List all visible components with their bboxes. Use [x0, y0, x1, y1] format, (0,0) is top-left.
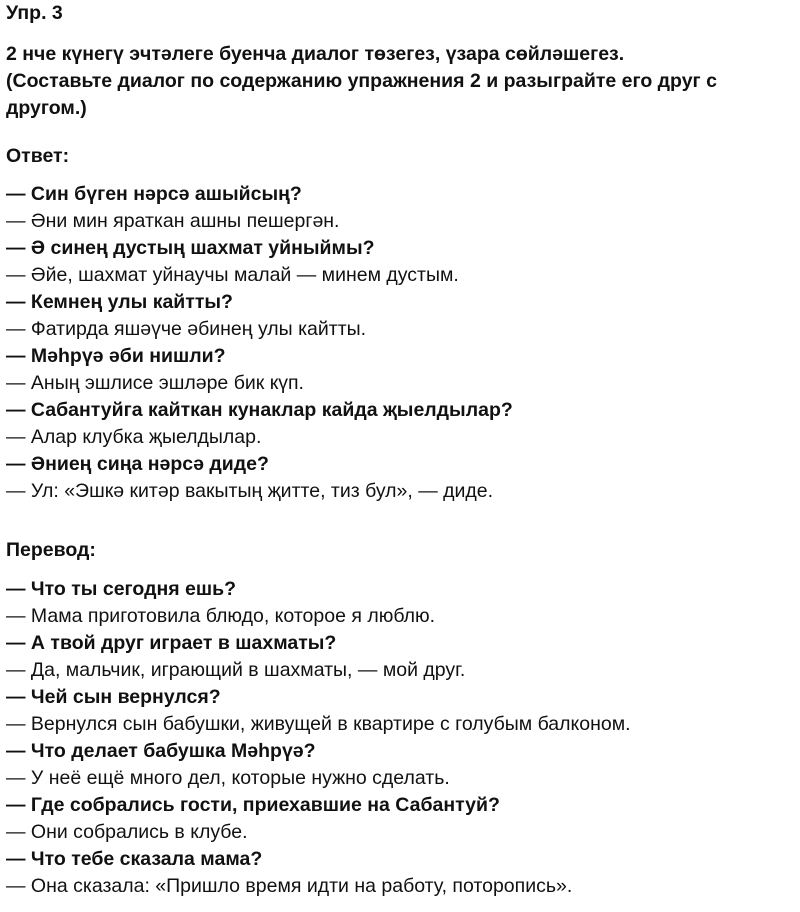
dialog-question-line: — Мәһрүә әби нишли?: [6, 345, 226, 367]
task-russian: (Составьте диалог по содержанию упражнения 2 и разыграйте его друг с другом.): [6, 70, 717, 119]
dialog-question-line: — Что тебе сказала мама?: [6, 848, 263, 870]
dialog-question-line: — Ә синең дустың шахмат уйныймы?: [6, 237, 375, 259]
answer-title: Ответ:: [6, 145, 70, 167]
dialog-answer-line: — Аның эшлисе эшләре бик күп.: [6, 372, 304, 394]
task-tatar: 2 нче күнегү эчтәлеге буенча диалог төзегез, үзара сөйләшегез.: [6, 43, 625, 65]
translation-dialog: [6, 576, 796, 900]
dialog-answer-line: — Фатирда яшәүче әбинең улы кайтты.: [6, 318, 367, 340]
dialog-answer-line: — Мама приготовила блюдо, которое я люблю.: [6, 605, 436, 627]
translation-title: Перевод:: [6, 539, 96, 561]
exercise-label: Упр. 3: [6, 2, 63, 24]
dialog-question-line: — Чей сын вернулся?: [6, 686, 221, 708]
dialog-answer-line: — Алар клубка җыелдылар.: [6, 426, 262, 448]
dialog-answer-line: — Она сказала: «Пришло время идти на работу, поторопись».: [6, 875, 573, 897]
dialog-question-line: — Что делает бабушка Мәһрүә?: [6, 740, 316, 762]
task-text: [6, 41, 796, 122]
dialog-answer-line: — Да, мальчик, играющий в шахматы, — мой друг.: [6, 659, 466, 681]
dialog-question-line: — Сабантуйга кайткан кунаклар кайда җыелдылар?: [6, 399, 513, 421]
dialog-answer-line: — Ул: «Эшкә китәр вакытың җитте, тиз бул», — диде.: [6, 480, 494, 502]
dialog-answer-line: — Әйе, шахмат уйнаучы малай — минем дустым.: [6, 264, 459, 286]
dialog-question-line: — Кемнең улы кайтты?: [6, 291, 233, 313]
dialog-answer-line: — У неё ещё много дел, которые нужно сделать.: [6, 767, 450, 789]
dialog-question-line: — А твой друг играет в шахматы?: [6, 632, 337, 654]
dialog-question-line: — Син бүген нәрсә ашыйсың?: [6, 183, 302, 205]
dialog-question-line: — Где собрались гости, приехавшие на Сабантуй?: [6, 794, 500, 816]
dialog-question-line: — Әниең сиңа нәрсә диде?: [6, 453, 269, 475]
dialog-answer-line: — Вернулся сын бабушки, живущей в квартире с голубым балконом.: [6, 713, 631, 735]
dialog-question-line: — Что ты сегодня ешь?: [6, 578, 237, 600]
dialog-answer-line: — Әни мин яраткан ашны пешергән.: [6, 210, 340, 232]
dialog-answer-line: — Они собрались в клубе.: [6, 821, 248, 843]
answer-dialog: [6, 181, 796, 505]
